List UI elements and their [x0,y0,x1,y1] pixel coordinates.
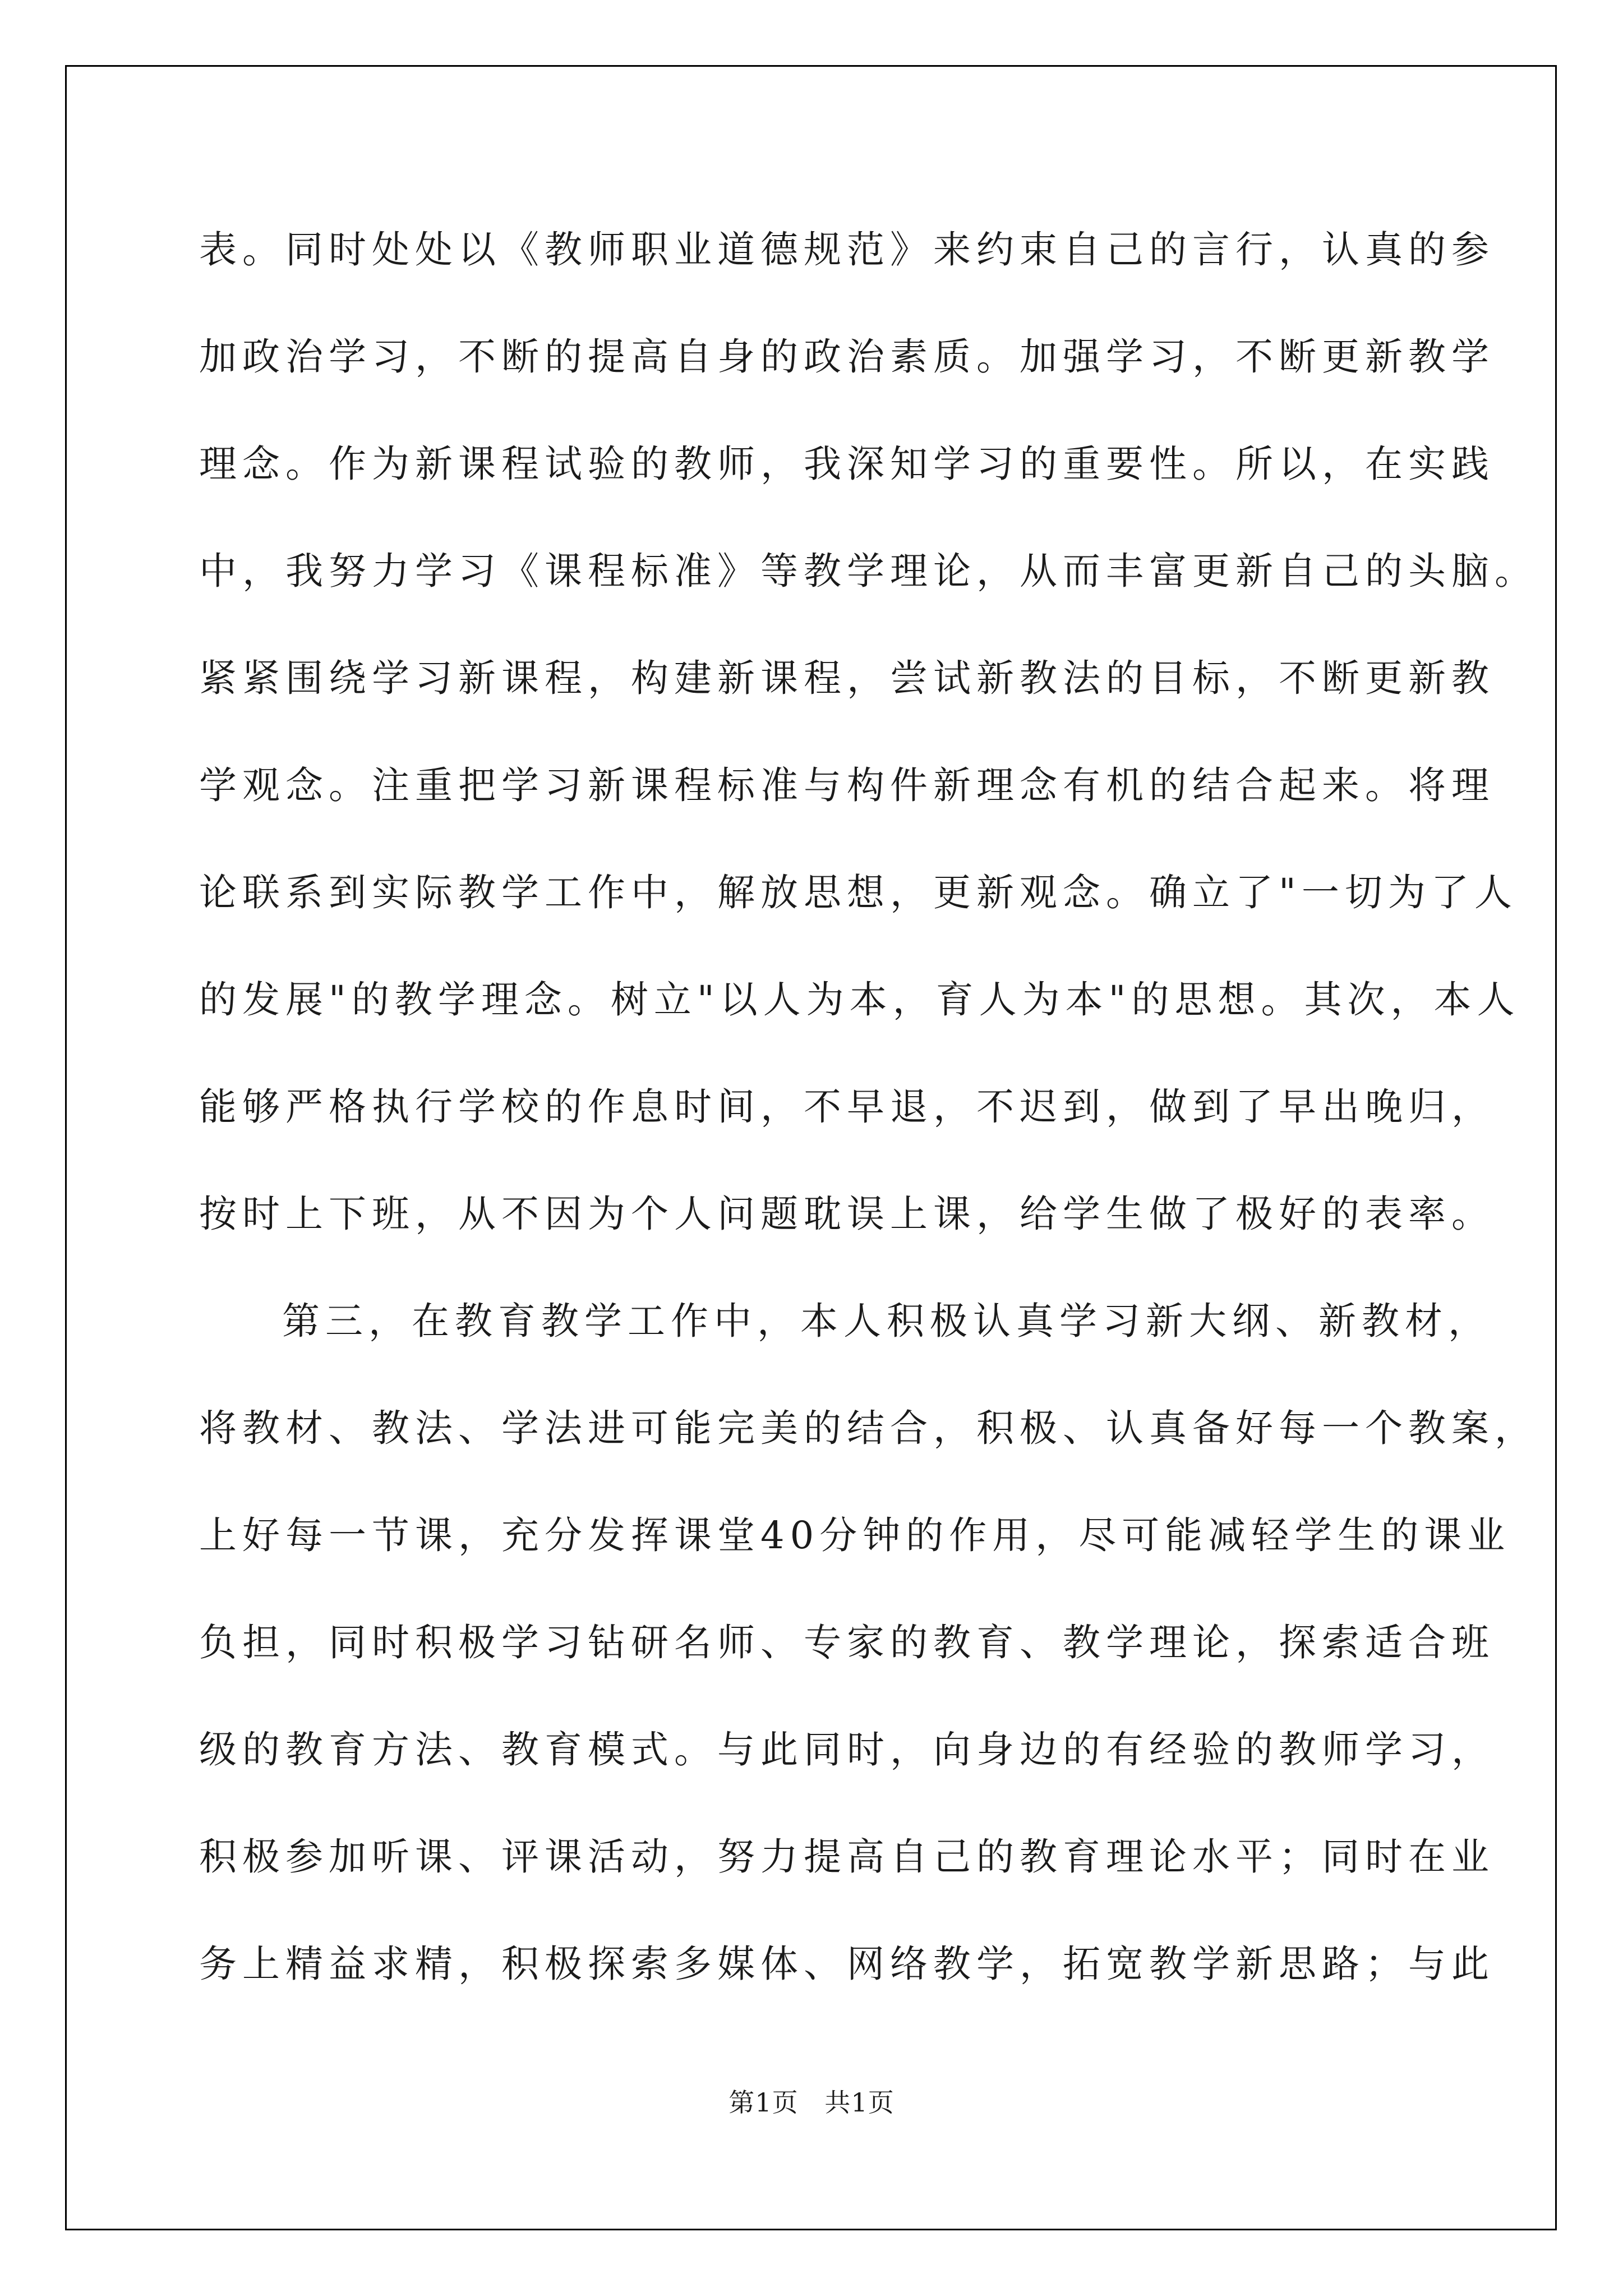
text-line: 上好每一节课，充分发挥课堂40分钟的作用，尽可能减轻学生的课业 [199,1513,1511,1557]
text-line: 中，我努力学习《课程标准》等教学理论，从而丰富更新自己的头脑。 [199,549,1538,593]
page-footer: 第1页 共1页 [728,2087,895,2118]
text-line: 积极参加听课、评课活动，努力提高自己的教育理论水平；同时在业 [199,1835,1495,1879]
document-body [199,196,1538,2018]
text-line: 学观念。注重把学习新课程标准与构件新理念有机的结合起来。将理 [199,763,1495,807]
text-line: 理念。作为新课程试验的教师，我深知学习的重要性。所以，在实践 [199,442,1495,486]
text-line: 务上精益求精，积极探索多媒体、网络教学，拓宽教学新思路；与此 [199,1942,1495,1986]
text-line: 的发展"的教学理念。树立"以人为本，育人为本"的思想。其次，本人 [199,978,1520,1022]
text-line: 级的教育方法、教育模式。与此同时，向身边的有经验的教师学习， [199,1728,1495,1772]
text-line: 按时上下班，从不因为个人问题耽误上课，给学生做了极好的表率。 [199,1192,1495,1236]
text-line: 紧紧围绕学习新课程，构建新课程，尝试新教法的目标，不断更新教 [199,656,1495,700]
text-line: 论联系到实际教学工作中，解放思想，更新观念。确立了"一切为了人 [199,871,1518,914]
text-line: 将教材、教法、学法进可能完美的结合，积极、认真备好每一个教案， [199,1406,1538,1450]
text-line: 表。同时处处以《教师职业道德规范》来约束自己的言行，认真的参 [199,228,1495,272]
text-line: 能够严格执行学校的作息时间，不早退，不迟到，做到了早出晚归， [199,1085,1495,1129]
paragraph-start-line: 第三，在教育教学工作中，本人积极认真学习新大纲、新教材， [282,1299,1491,1343]
text-line: 负担，同时积极学习钻研名师、专家的教育、教学理论，探索适合班 [199,1621,1495,1664]
text-line: 加政治学习，不断的提高自身的政治素质。加强学习，不断更新教学 [199,335,1495,379]
